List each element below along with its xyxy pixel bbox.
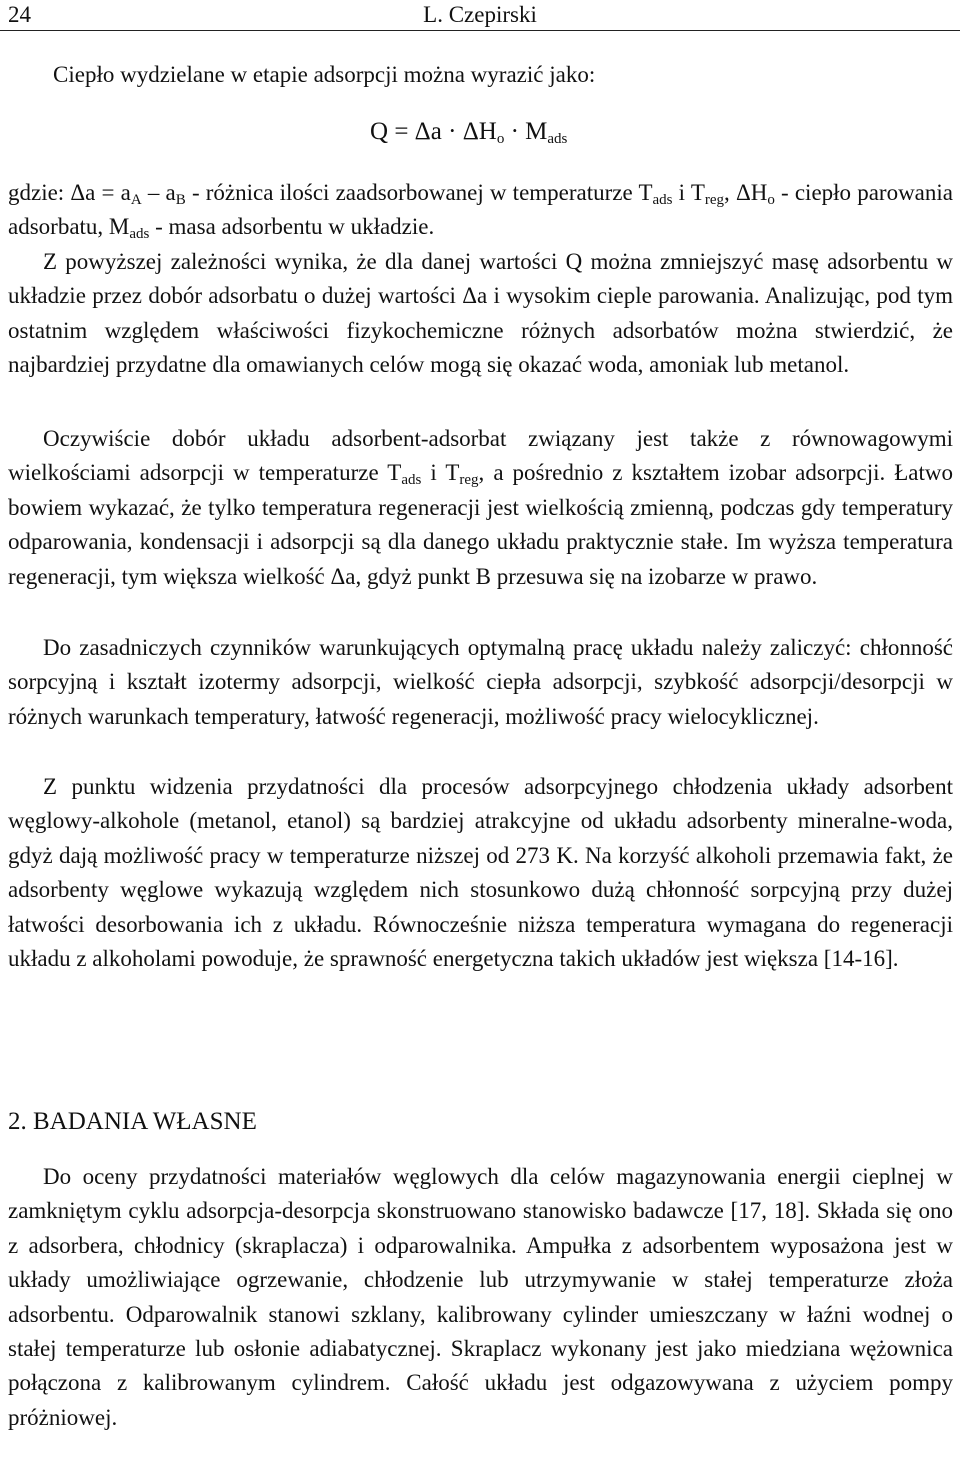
intro-sentence: Ciepło wydzielane w etapie adsorpcji można wyrazić jako: bbox=[53, 62, 596, 87]
definitions-text: – a bbox=[141, 180, 176, 205]
paragraph-2 bbox=[8, 422, 953, 594]
definitions-paragraph bbox=[8, 176, 953, 245]
page-header bbox=[0, 0, 960, 31]
definitions-text: - masa adsorbentu w układzie. bbox=[149, 214, 435, 240]
formula-delta-h: ΔH bbox=[462, 118, 497, 145]
subscript: B bbox=[175, 192, 186, 208]
definitions-text: i T bbox=[672, 180, 705, 205]
formula-h-subscript: o bbox=[496, 131, 505, 147]
definitions-text: - ciepło parowania adsorbatu, M bbox=[8, 180, 953, 240]
paragraph-4: Z punktu widzenia przydatności dla procesów adsorpcyjnego chłodzenia układy adsorbent węglowy-alkohole (metanol, etanol) są bardziej atrakcyjne od układu adsorbenty mineralne-woda, gdyż dają możliwość pracy w temperaturze niższej od 273 K. Na korzyść alkoholi przemawia fakt, że adsorbenty węglowe wykazują względem nich stosunkowo dużą chłonność sorpcyjną przy dużej łatwości desorbowania ich z układu. Równocześnie niższa temperatura wymagana do regeneracji układu z alkoholami powoduje, że sprawność energetyczna takich układów jest większa [14-16]. bbox=[8, 774, 953, 972]
definitions-text: , ΔH bbox=[724, 180, 768, 205]
formula-delta-a: Δa bbox=[414, 118, 442, 145]
subscript: reg bbox=[459, 472, 479, 489]
page-number: 24 bbox=[8, 2, 31, 27]
definitions-text: - różnica ilości zaadsorbowanej w temperaturze T bbox=[185, 180, 653, 205]
subscript: A bbox=[130, 192, 142, 208]
paragraph-3: Do zasadniczych czynników warunkujących optymalną pracę układu należy zaliczyć: chłonność sorpcyjną i kształt izotermy adsorpcji, wielkość ciepła adsorpcji, szybkość adsorpcji/desorpcji w różnych warunkach temperatury, łatwość regeneracji, możliwość pracy wielocyklicznej. bbox=[8, 635, 953, 729]
formula bbox=[370, 118, 567, 146]
subscript: ads bbox=[401, 472, 422, 489]
definitions-text: gdzie: Δa = a bbox=[8, 180, 131, 205]
paragraph-2-text: , a pośrednio z kształtem izobar adsorpcji. Łatwo bowiem wykazać, że tylko temperatura regeneracji jest wielkością zmienną, podczas gdy temperatury odparowania, kondensacji i adsorpcji są dla danego układu praktycznie stałe. Im wyższa temperatura regeneracji, tym większa wielkość Δa, gdyż punkt B przesuwa się na izobarze w prawo. bbox=[8, 460, 954, 589]
formula-dot: · bbox=[510, 118, 519, 145]
formula-m-subscript: ads bbox=[547, 131, 568, 147]
paragraph-2-text: Oczywiście dobór układu adsorbent-adsorbat związany jest także z równowagowymi wielkościami adsorpcji w temperaturze T bbox=[8, 426, 953, 486]
subscript: o bbox=[767, 192, 775, 208]
formula-equals: = bbox=[394, 118, 409, 145]
paragraph-2-text: i T bbox=[421, 460, 460, 486]
subscript: ads bbox=[652, 192, 673, 208]
formula-dot: · bbox=[448, 118, 457, 145]
running-head: L. Czepirski bbox=[423, 2, 537, 27]
formula-q: Q bbox=[370, 118, 389, 145]
subscript: reg bbox=[704, 192, 725, 208]
subscript: ads bbox=[129, 226, 150, 243]
paragraph-1: Z powyższej zależności wynika, że dla danej wartości Q można zmniejszyć masę adsorbentu w układzie przez dobór adsorbatu o dużej wartości Δa i wysokim cieple parowania. Analizując, pod tym ostatnim względem właściwości fizykochemiczne różnych adsorbatów można stwierdzić, że najbardziej przydatne dla omawianych celów mogą się okazać woda, amoniak lub metanol. bbox=[8, 249, 953, 378]
paragraph-5: Do oceny przydatności materiałów węglowych dla celów magazynowania energii cieplnej w zamkniętym cyklu adsorpcja-desorpcja skonstruowano stanowisko badawcze [17, 18]. Składa się ono z adsorbera, chłodnicy (skraplacza) i odparowalnika. Ampułka z adsorbentem wyposażona jest w układy umożliwiające ogrzewanie, chłodzenie lub utrzymywanie w stałej temperaturze złoża adsorbentu. Odparowalnik stanowi szklany, kalibrowany cylinder umieszczany w łaźni wodnej o stałej temperaturze lub osłonie adiabatycznej. Skraplacz wykonany jest jako miedziana wężownica połączona z kalibrowanym cylindrem. Całość układu jest odgazowywana z użyciem pompy próżniowej. bbox=[8, 1164, 953, 1430]
section-heading: 2. BADANIA WŁASNE bbox=[8, 1108, 257, 1135]
formula-m: M bbox=[525, 118, 548, 145]
